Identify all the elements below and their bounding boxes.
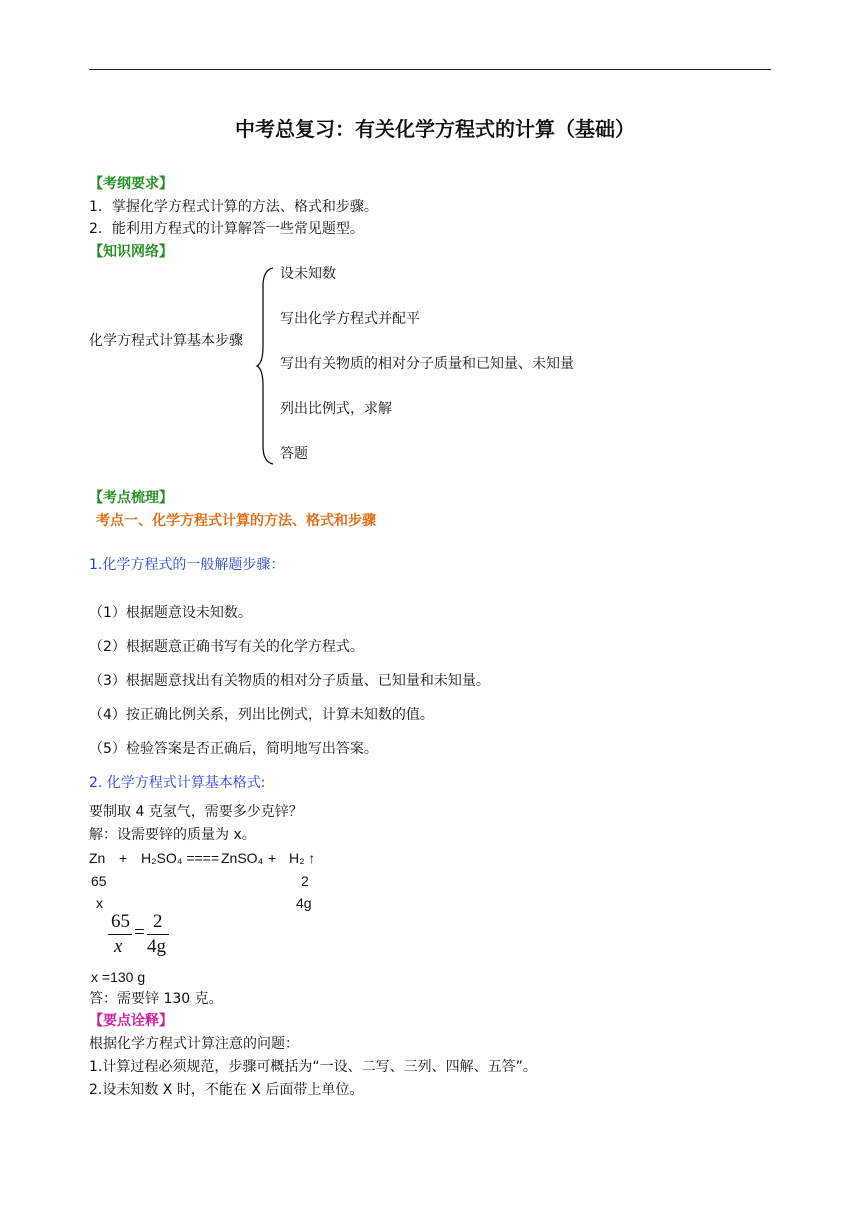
subheading-steps: 1.化学方程式的一般解题步骤： <box>89 557 285 573</box>
fraction-left-bar <box>108 934 132 935</box>
example-question: 要制取 4 克氢气，需要多少克锌？ <box>89 804 303 820</box>
network-step: 写出化学方程式并配平 <box>280 311 420 327</box>
equation-h2so4: H₂SO₄ ==== <box>141 850 220 866</box>
section-heading-network: 【知识网络】 <box>89 244 173 260</box>
page-title: 中考总复习：有关化学方程式的计算（基础） <box>235 117 635 141</box>
equation-plus: + <box>119 850 128 866</box>
network-step: 列出比例式，求解 <box>280 401 392 417</box>
requirement-item: 1．掌握化学方程式计算的方法、格式和步骤。 <box>89 199 378 215</box>
notes-intro: 根据化学方程式计算注意的问题： <box>89 1036 299 1052</box>
known-row-left: x <box>96 895 103 911</box>
procedure-step: （5）检验答案是否正确后，简明地写出答案。 <box>89 741 378 757</box>
procedure-step: （4）按正确比例关系，列出比例式，计算未知数的值。 <box>89 707 434 723</box>
mass-row-right: 2 <box>301 873 309 889</box>
fraction-left-numerator: 65 <box>111 911 130 932</box>
section-heading-requirements: 【考纲要求】 <box>89 176 173 192</box>
note-item: 2.设未知数 X 时，不能在 X 后面带上单位。 <box>89 1082 364 1098</box>
note-item: 1.计算过程必须规范，步骤可概括为“一设、二写、三列、四解、五答”。 <box>89 1059 537 1075</box>
network-root: 化学方程式计算基本步骤 <box>89 333 243 349</box>
equation-h2: H₂ ↑ <box>289 850 316 866</box>
network-step: 设未知数 <box>280 266 336 282</box>
fraction-right-denominator: 4g <box>147 936 166 957</box>
known-row-right: 4g <box>296 895 312 911</box>
point-heading: 考点一、化学方程式计算的方法、格式和步骤 <box>96 513 376 529</box>
fraction-left-denominator: x <box>114 936 123 957</box>
header-rule <box>89 69 771 70</box>
subheading-format: 2. 化学方程式计算基本格式: <box>89 775 266 791</box>
network-step: 答题 <box>280 446 308 462</box>
fraction-right-bar <box>147 934 169 935</box>
procedure-step: （2）根据题意正确书写有关的化学方程式。 <box>89 639 364 655</box>
procedure-step: （1）根据题意设未知数。 <box>89 605 252 621</box>
equation-znso4: ZnSO₄ <box>221 850 264 866</box>
mass-row-left: 65 <box>91 873 107 889</box>
section-heading-points: 【考点梳理】 <box>89 490 173 506</box>
network-brace <box>255 266 279 466</box>
fraction-right-numerator: 2 <box>153 911 163 932</box>
example-solution: 解：设需要锌的质量为 x。 <box>89 827 256 843</box>
fraction-equals: = <box>134 922 145 943</box>
example-answer: 答：需要锌 130 克。 <box>89 991 223 1007</box>
section-heading-notes: 【要点诠释】 <box>89 1013 173 1029</box>
equation-zn: Zn <box>89 850 106 866</box>
procedure-step: （3）根据题意找出有关物质的相对分子质量、已知量和未知量。 <box>89 673 490 689</box>
network-step: 写出有关物质的相对分子质量和已知量、未知量 <box>280 356 574 372</box>
example-result: x =130 g <box>91 969 146 985</box>
equation-plus: + <box>268 850 277 866</box>
requirement-item: 2．能利用方程式的计算解答一些常见题型。 <box>89 221 364 237</box>
